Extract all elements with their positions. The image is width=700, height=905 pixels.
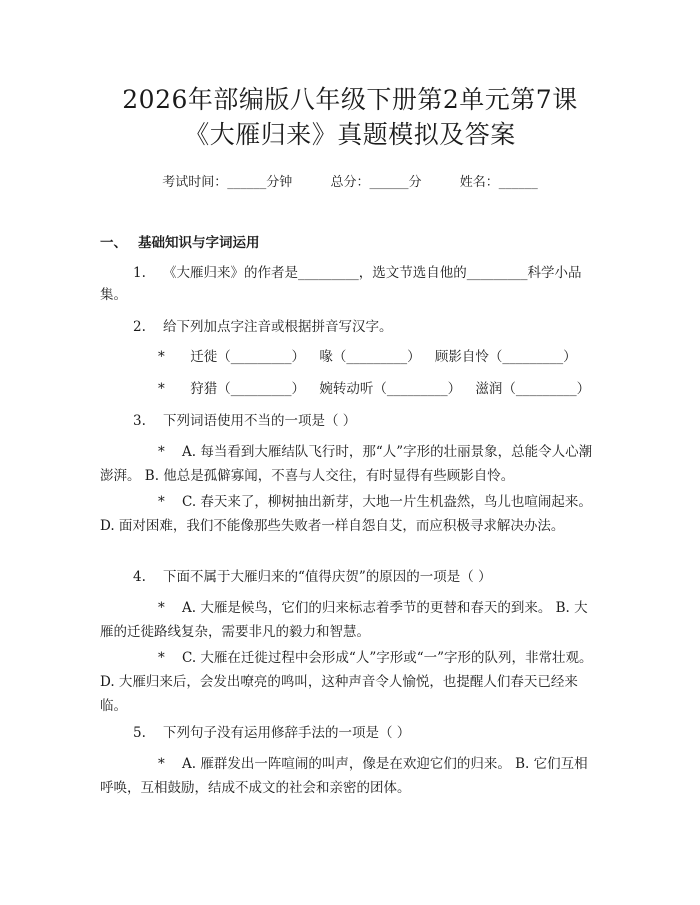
pinyin-item: 顾影自怜（_________） <box>434 349 577 365</box>
question-number: 5. <box>133 725 146 741</box>
pinyin-row-1 <box>158 346 618 368</box>
option-group <box>100 646 598 718</box>
question-text: 下面不属于大雁归来的“值得庆贺”的原因的一项是（ ） <box>163 569 492 585</box>
question-number: 4. <box>133 569 146 585</box>
option-group <box>100 752 598 800</box>
pinyin-item: 婉转动听（_________） <box>319 381 462 397</box>
question-3 <box>100 410 600 432</box>
option-text: A. 雁群发出一阵喧闹的叫声，像是在欢迎它们的归来。 B. 它们互相呼唤，互相鼓励，结成不成文的社会和亲密的团体。 <box>100 756 588 796</box>
question-text: 下列词语使用不当的一项是（ ） <box>163 413 357 429</box>
question-text: 给下列加点字注音或根据拼音写汉字。 <box>163 319 393 335</box>
title-line-1: 2026年部编版八年级下册第2单元第7课 <box>122 85 578 114</box>
exam-time-label: 考试时间：______分钟 <box>162 175 293 190</box>
pinyin-item: 喙（_________） <box>319 349 421 365</box>
name-label: 姓名：______ <box>459 175 538 190</box>
question-number: 1. <box>133 265 146 281</box>
section-title: 基础知识与字词运用 <box>138 235 260 251</box>
bullet-marker: * <box>158 444 165 460</box>
option-group <box>100 490 598 538</box>
option-group <box>100 596 598 644</box>
title-line-2: 《大雁归来》真题模拟及答案 <box>184 120 516 149</box>
bullet-marker: * <box>158 494 165 510</box>
question-number: 2. <box>133 319 146 335</box>
pinyin-item: 迁徙（_________） <box>190 349 306 365</box>
option-text: A. 每当看到大雁结队飞行时，那“人”字形的壮丽景象，总能令人心潮澎湃。 B. 他总是孤僻寡闻，不喜与人交往，有时显得有些顾影自怜。 <box>100 444 593 484</box>
option-text: C. 大雁在迁徙过程中会形成“人”字形或“一”字形的队列，非常壮观。 D. 大雁归来后，会发出嘹亮的鸣叫，这种声音令人愉悦，也提醒人们春天已经来临。 <box>100 650 593 714</box>
total-score-label: 总分：______分 <box>330 175 422 190</box>
exam-meta <box>0 171 700 190</box>
pinyin-item: 狩猎（_________） <box>190 381 306 397</box>
question-1 <box>100 262 600 306</box>
question-text: 《大雁归来》的作者是_________，选文节选自他的_________科学小品集。 <box>100 265 582 303</box>
bullet-marker: * <box>158 349 165 365</box>
section-number: 一、 <box>100 235 127 251</box>
pinyin-row-2 <box>158 378 618 400</box>
bullet-marker: * <box>158 600 165 616</box>
section-heading <box>100 231 260 251</box>
question-text: 下列句子没有运用修辞手法的一项是（ ） <box>163 725 411 741</box>
pinyin-item: 滋润（_________） <box>475 381 591 397</box>
question-4 <box>100 566 600 588</box>
question-5 <box>100 722 600 744</box>
option-group <box>100 440 598 488</box>
question-number: 3. <box>133 413 146 429</box>
option-text: C. 春天来了，柳树抽出新芽，大地一片生机盎然，鸟儿也喧闹起来。 D. 面对困难，我们不能像那些失败者一样自怨自艾，而应积极寻求解决办法。 <box>100 494 592 534</box>
bullet-marker: * <box>158 381 165 397</box>
question-2 <box>100 316 600 338</box>
bullet-marker: * <box>158 756 165 772</box>
bullet-marker: * <box>158 650 165 666</box>
option-text: A. 大雁是候鸟，它们的归来标志着季节的更替和春天的到来。 B. 大雁的迁徙路线复杂，需要非凡的毅力和智慧。 <box>100 600 588 640</box>
